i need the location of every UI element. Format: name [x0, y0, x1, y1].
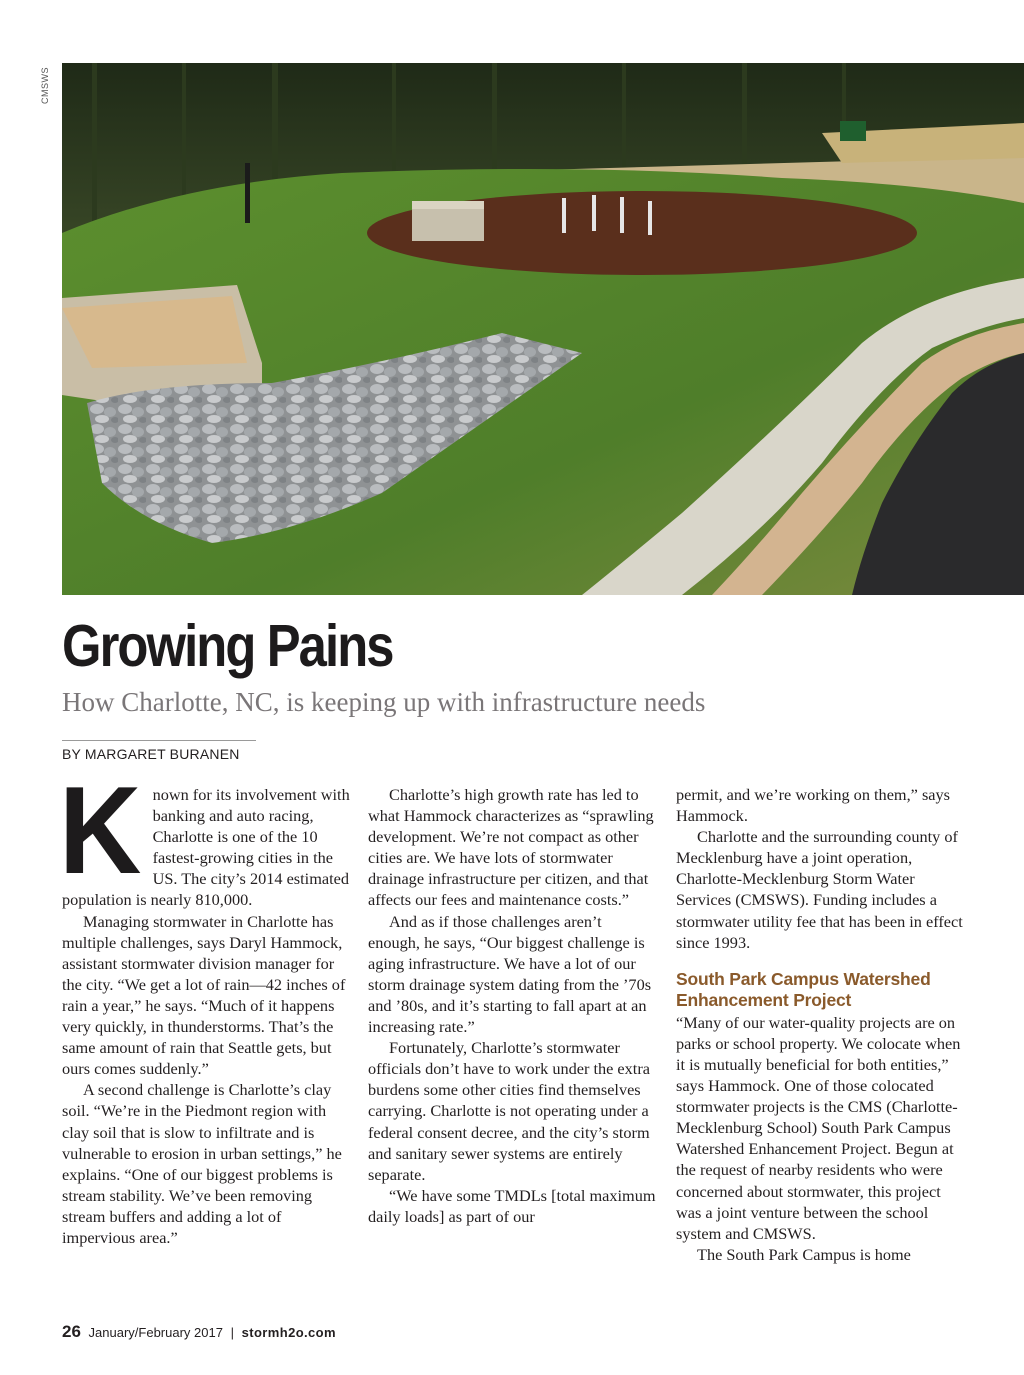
- body-column-3: [676, 784, 964, 1265]
- stormwater-basin-illustration: [62, 63, 1024, 595]
- paragraph: Fortunately, Charlotte’s stormwater officials don’t have to work under the extra burdens some other cities find themselves carrying. Charlotte is not operating under a federal consent decree, and the city’s storm and sanitary sewer systems are entirely separate.: [368, 1038, 650, 1184]
- body-column-2: [368, 784, 656, 1227]
- paragraph: A second challenge is Charlotte’s clay soil. “We’re in the Piedmont region with clay soil that is slow to infiltrate and is vulnerable to erosion in urban settings,” he explains. “One of our biggest problems is stream stability. We’ve been removing stream buffers and adding a lot of impervious area.”: [62, 1080, 342, 1247]
- drop-cap: K: [59, 762, 142, 900]
- hero-photo: [62, 63, 1024, 595]
- byline: BY MARGARET BURANEN: [62, 746, 240, 762]
- issue-date: January/February 2017: [88, 1325, 223, 1340]
- paragraph: Managing stormwater in Charlotte has multiple challenges, says Daryl Hammock, assistant stormwater division manager for the city. “We get a lot of rain—42 inches of rain a year,” he says. “Much of it happens very quickly, in thunderstorms. That’s the same amount of rain that Seattle gets, but ours comes suddenly.”: [62, 911, 346, 1079]
- photo-credit: CMSWS: [40, 67, 50, 104]
- paragraph: And as if those challenges aren’t enough, he says, “Our biggest challenge is aging infrastructure. We have a lot of our storm drainage system dating from the ’70s and ’80s, and it’s starting to fall apart at an increasing rate.”: [368, 911, 652, 1037]
- page-footer: [62, 1322, 336, 1342]
- paragraph: The South Park Campus is home: [697, 1244, 911, 1264]
- byline-divider: [62, 740, 256, 741]
- article-title: Growing Pains: [62, 613, 393, 679]
- body-column-1: [59, 762, 350, 1248]
- paragraph: Charlotte’s high growth rate has led to what Hammock characterizes as “sprawling development. We’re not compact as other cities are. We have lots of stormwater drainage infrastructure per citizen, and that affects our fees and maintenance costs.”: [368, 785, 654, 910]
- section-subhead: South Park Campus Watershed Enhancement Project: [676, 968, 931, 1010]
- page-number: 26: [62, 1322, 81, 1341]
- site-link[interactable]: stormh2o.com: [241, 1325, 336, 1340]
- paragraph: Charlotte and the surrounding county of Mecklenburg have a joint operation, Charlotte-Mecklenburg Storm Water Services (CMSWS). Funding includes a stormwater utility fee that has been in effect since 1993.: [676, 827, 963, 952]
- paragraph: “Many of our water-quality projects are on parks or school property. We colocate when it is mutually beneficial for both entities,” says Hammock. One of those colocated stormwater projects is the CMS (Charlotte-Mecklenburg School) South Park Campus Watershed Enhancement Project. Begun at the request of nearby residents who were concerned about stormwater, this project was a joint venture between the school system and CMSWS.: [676, 1012, 961, 1243]
- paragraph: nown for its involvement with banking and auto racing, Charlotte is one of the 10 fastest-growing cities in the US. The city’s 2014 estimated population is nearly 810,000.: [62, 785, 350, 910]
- article-subtitle: How Charlotte, NC, is keeping up with infrastructure needs: [62, 687, 706, 717]
- footer-separator: |: [230, 1325, 234, 1340]
- paragraph: permit, and we’re working on them,” says Hammock.: [676, 785, 950, 826]
- paragraph: “We have some TMDLs [total maximum daily loads] as part of our: [368, 1185, 656, 1226]
